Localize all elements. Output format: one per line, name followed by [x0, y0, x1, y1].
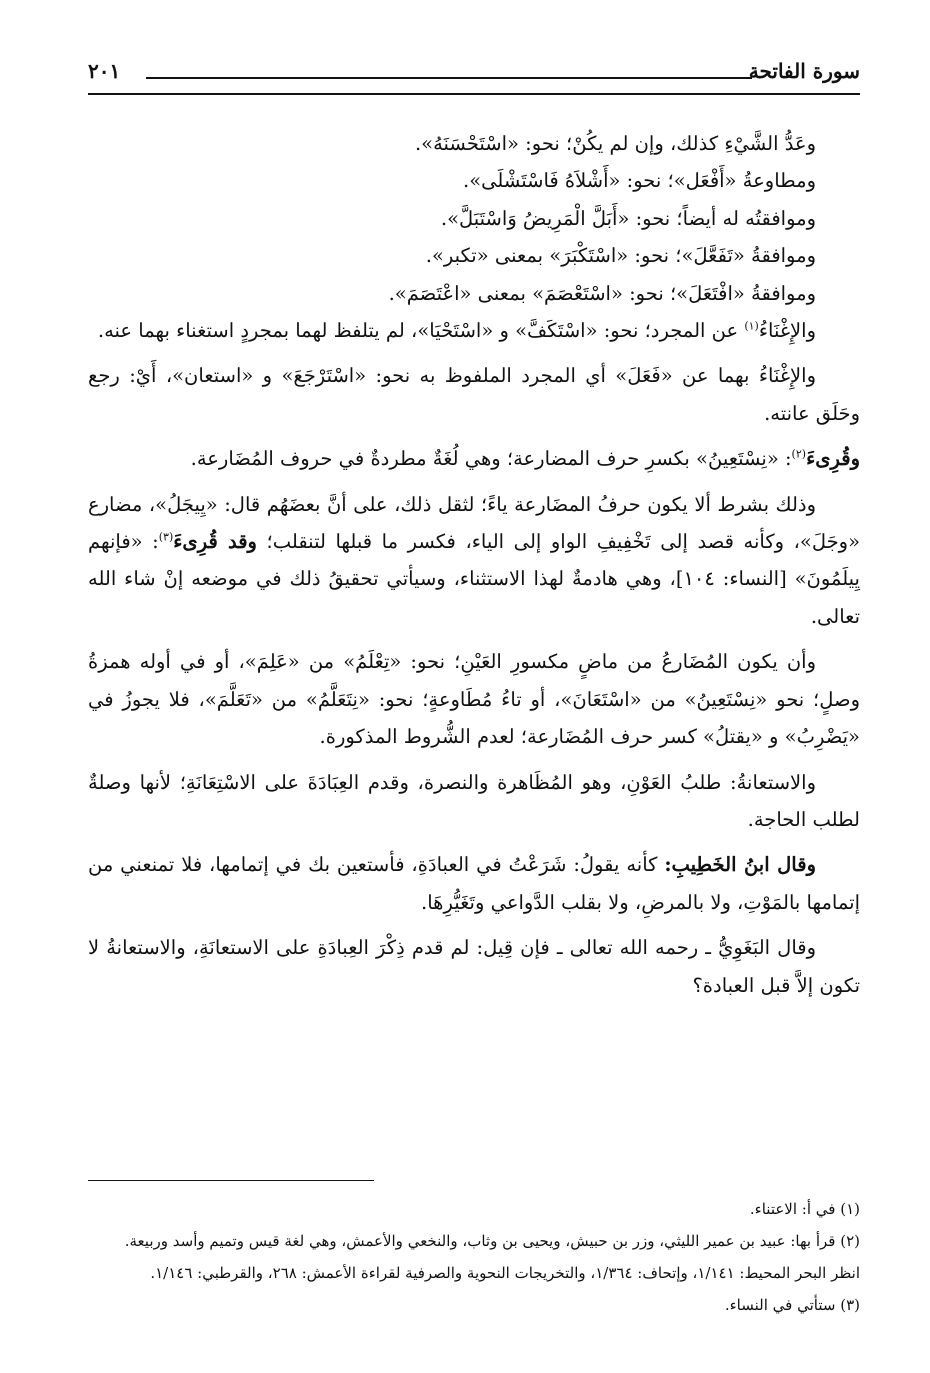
- paragraph-2: ومطاوعةُ «أَفْعَل»؛ نحو: «أَشْلاَهُ فَاسْتَشْلَى».: [463, 169, 816, 193]
- paragraph-13: وقال البَغَوِيُّ ـ رحمه الله تعالى ـ فإن قِيل: لم قدم ذِكْرَ العِبادَةِ على الاستعانَةِ، والاستعانةُ لا تكون إلاَّ قبل العبادة؟: [88, 936, 860, 997]
- paragraph-5: وموافقةُ «افْتَعَلَ»؛ نحو: «اسْتَعْصَمَ» بمعنى «اعْتَصَمَ».: [388, 281, 816, 305]
- footnote-2-continuation: انظر البحر المحيط: ١/١٤١، وإتحاف: ١/٣٦٤، والتخريجات النحوية والصرفية لقراءة الأعمش: ٢٦٨، والقرطبي: ١/١٤٦.: [150, 1264, 860, 1282]
- paragraph-12-lead: وقال ابنُ الخَطِيبِ:: [664, 853, 816, 877]
- footnote-2: (٢) قرأ بها: عبيد بن عمير الليثي، وزر بن حبيش، ويحيى بن وثاب، والنخعي والأعمش، وهي لغة قيس وتميم وأسد وربيعة.: [124, 1232, 860, 1250]
- paragraph-6: [88, 312, 860, 349]
- footnote-ref-2: (٢): [791, 447, 807, 461]
- footnote-ref-1: (١): [744, 319, 759, 333]
- page: [88, 55, 860, 1355]
- paragraph-8-text: : «نِسْتَعِينُ» بكسرِ حرف المضارعة؛ وهي لُغَةٌ مطردةٌ في حروف المُضَارعة.: [190, 447, 792, 471]
- paragraph-9: [88, 486, 860, 636]
- paragraph-11: والاستعانةُ: طلبُ العَوْنِ، وهو المُظَاهرة والنصرة، وقدم العِبَادَةَ على الاسْتِعَانَةِ؛ لأنها وصلةٌ لطلب الحاجة.: [88, 770, 860, 831]
- paragraph-10: وأن يكون المُضَارعُ من ماضٍ مكسورِ العَيْنِ؛ نحو: «تِعْلَمُ» من «عَلِمَ»، أو في أوله همزةُ وصلٍ؛ نحو «نِسْتَعِينُ» من «اسْتَعَانَ»، أو تاءُ مُطَاوعةٍ؛ نحو: «نِتَعَلَّمُ» من «تَعَلَّمَ»، فلا يجوزُ في «يَضْرِبُ» و «يقتلُ» كسر حرف المُضَارعة؛ لعدم الشُّروط المذكورة.: [88, 650, 860, 749]
- footnotes: [88, 1195, 860, 1323]
- paragraph-3: وموافقتُه له أيضاً؛ نحو: «أَبَلَّ الْمَرِيضُ وَاسْتَبَلَّ».: [440, 206, 816, 230]
- paragraph-4: وموافقةُ «تَفَعَّلَ»؛ نحو: «اسْتَكْبَرَ» بمعنى «تكبر».: [425, 244, 816, 268]
- paragraph-8-lead: وقُرِىءَ: [806, 447, 860, 471]
- header-inline-rule: [146, 77, 752, 79]
- page-number: ٢٠١: [88, 59, 121, 83]
- paragraph-8: [88, 440, 860, 477]
- paragraph-12-text: كأنه يقولُ: شَرَعْتُ في العبادَةِ، فأستعين بك في إتمامها، فلا تمنعني من إتمامها بالمَوْتِ، ولا بالمرضِ، ولا بقلب الدَّواعي وتَغَيُّرِهَا.: [88, 853, 860, 914]
- paragraph-9-rest: : «فإنهم يِيلَمُونَ» [النساء: ١٠٤]، وهي هادمةٌ لهذا الاستثناء، وسيأتي تحقيقُ ذلك في موضعه إنْ شاء الله تعالى.: [88, 530, 860, 628]
- header-rule: [88, 93, 860, 95]
- surah-title: سورة الفاتحة: [748, 59, 860, 83]
- paragraph-1: وعَدُّ الشَّيْءِ كذلك، وإن لم يكُنْ؛ نحو: «اسْتَحْسَنَهُ».: [414, 132, 816, 155]
- paragraph-9-start: وذلك بشرط ألا يكون حرفُ المضَارعة ياءً؛ لثقل ذلك، على أنَّ بعضَهُم قال: «يِيجَلُ»، مضارع «وجَلَ»، وكأنه قصد إلى تَخْفِيفِ الواو إلى الياء، فكسر ما قبلها لتنقلب؛: [88, 492, 861, 554]
- paragraph-6-rest: عن المجرد؛ نحو: «اسْتَكَفَّ» و «اسْتَحْيَا»، لم يتلفظ لهما بمجردٍ استغناء بهما عنه.: [97, 319, 745, 343]
- running-head: [88, 55, 860, 93]
- paragraph-6-start: والإِغْنَاءُ: [758, 319, 816, 343]
- main-text: [88, 125, 860, 1012]
- paragraph-12: [88, 846, 860, 921]
- footnote-1: (١) في أ: الاعتناء.: [749, 1200, 860, 1218]
- footnote-3: (٣) ستأتي في النساء.: [724, 1296, 860, 1314]
- paragraph-7: والإِغْنَاءُ بهما عن «فَعَلَ» أي المجرد الملفوظ به نحو: «اسْتَرْجَعَ» و «استعان»، أَيْ: رجع وحَلَق عانته.: [88, 364, 860, 425]
- footnote-rule: [88, 1180, 374, 1181]
- paragraph-9-lead: وقد قُرِىءَ: [173, 530, 257, 554]
- footnote-ref-3: (٣): [158, 530, 174, 544]
